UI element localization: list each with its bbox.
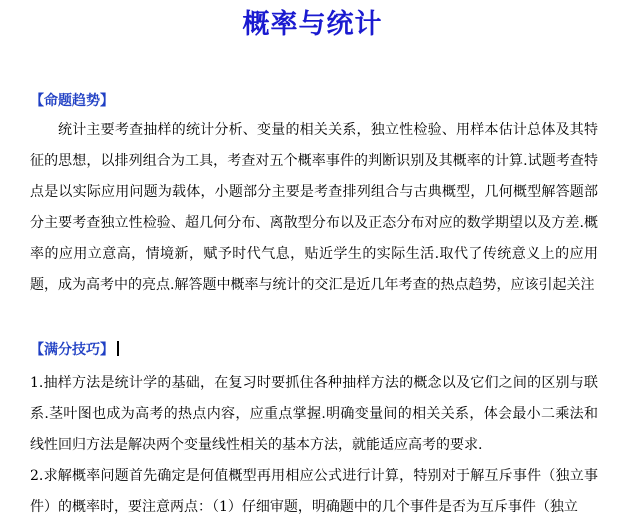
skills-item-2: 2.求解概率问题首先确定是何值概型再用相应公式进行计算，特别对于解互斥事件（独立事件）的概率时，要注意两点：（1）仔细审题，明确题中的几个事件是否为互斥事件（独立 — [30, 468, 598, 515]
page-title: 概率与统计 — [242, 9, 383, 40]
text-cursor — [117, 341, 119, 356]
skills-heading-line — [30, 340, 598, 360]
skills-heading: 【满分技巧】 — [30, 342, 114, 358]
skills-section — [30, 340, 598, 523]
skills-item-1: 1.抽样方法是统计学的基础，在复习时要抓住各种抽样方法的概念以及它们之间的区别与联系.茎叶图也成为高考的热点内容，应重点掌握.明确变量间的相关关系，体会最小二乘法和线性回归方法是解决两个变量线性相关的基本方法，就能适应高考的要求. — [30, 375, 598, 453]
trend-section — [30, 91, 598, 301]
trend-heading: 【命题趋势】 — [30, 93, 114, 109]
trend-paragraph: 统计主要考查抽样的统计分析、变量的相关关系，独立性检验、用样本估计总体及其特征的思想，以排列组合为工具，考查对五个概率事件的判断识别及其概率的计算.试题考查特点是以实际应用问题为载体，小题部分主要是考查排列组合与古典概型，几何概型解答题部分主要考查独立性检验、超几何分布、离散型分布以及正态分布对应的数学期望以及方差.概率的应用立意高，情境新，赋予时代气息，贴近学生的实际生活.取代了传统意义上的应用题，成为高考中的亮点.解答题中概率与统计的交汇是近几年考查的热点趋势，应该引起关注 — [30, 122, 598, 293]
